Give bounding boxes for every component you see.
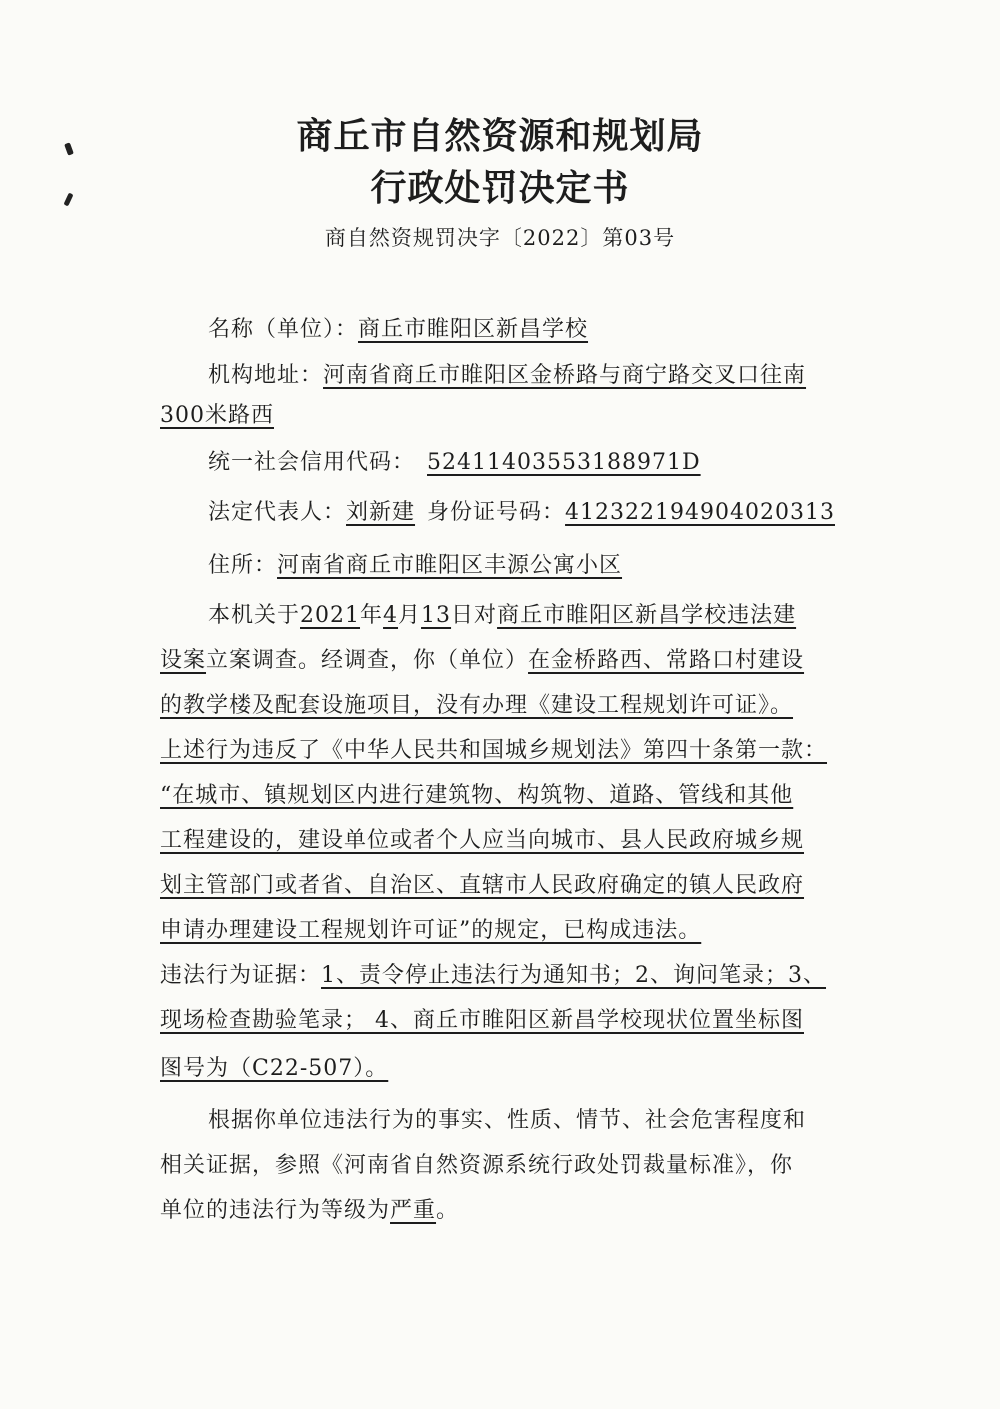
case-year: 2021 (300, 603, 361, 628)
body-line-5: “在城市、镇规划区内进行建筑物、构筑物、道路、管线和其他 (160, 783, 794, 808)
body-line-2: 设案立案调查。经调查，你（单位）在金桥路西、常路口村建设 (160, 648, 805, 673)
party-address-label: 机构地址： (208, 363, 324, 388)
credit-code-row (208, 445, 701, 476)
basis-line-2: 相关证据，参照《河南省自然资源系统行政处罚裁量标准》，你 (160, 1153, 794, 1178)
credit-code-value: 52411403553188971D (427, 450, 701, 475)
party-address-value: 河南省商丘市睢阳区金桥路与商宁路交叉口往南 (323, 363, 807, 388)
body-line-1: 本机关于2021年4月13日对商丘市睢阳区新昌学校违法建 (208, 603, 797, 628)
body-line-7: 划主管部门或者省、自治区、直辖市人民政府确定的镇人民政府 (160, 873, 805, 898)
residence-label: 住所： (208, 553, 278, 578)
representative-row (208, 495, 835, 526)
document-title-line2: 行政处罚决定书 (370, 168, 630, 209)
case-fact: 在金桥路西、常路口村建设 (528, 648, 805, 673)
document-title-line1: 商丘市自然资源和规划局 (296, 116, 704, 157)
evidence-line-1 (160, 958, 826, 989)
party-address-row-cont (160, 398, 274, 429)
evidence-line-2: 现场检查勘验笔录； 4、商丘市睢阳区新昌学校现状位置坐标图 (160, 1008, 804, 1033)
case-month: 4 (383, 603, 399, 628)
document-number: 商自然资规罚决字〔2022〕第03号 (324, 226, 676, 250)
representative-label: 法定代表人： (208, 500, 347, 525)
violation-level: 严重 (390, 1198, 437, 1223)
body-line-6: 工程建设的，建设单位或者个人应当向城市、县人民政府城乡规 (160, 828, 805, 853)
residence-row (208, 548, 622, 579)
party-address-row (208, 358, 806, 389)
evidence-label: 违法行为证据： (160, 963, 322, 988)
body-line-3: 的教学楼及配套设施项目，没有办理《建设工程规划许可证》。 (160, 693, 794, 718)
case-subject: 商丘市睢阳区新昌学校违法建 (497, 603, 797, 628)
body-line-8: 申请办理建设工程规划许可证”的规定，已构成违法。 (160, 918, 702, 943)
id-number-value: 412322194904020313 (565, 500, 835, 525)
case-day: 13 (421, 603, 452, 628)
party-address-value-cont: 300米路西 (160, 403, 274, 428)
basis-line-3: 单位的违法行为等级为严重。 (160, 1198, 460, 1223)
basis-line-1: 根据你单位违法行为的事实、性质、情节、社会危害程度和 (208, 1108, 807, 1133)
body-line-4: 上述行为违反了《中华人民共和国城乡规划法》第四十条第一款： (160, 738, 828, 763)
party-name-label: 名称（单位）： (208, 317, 359, 342)
residence-value: 河南省商丘市睢阳区丰源公寓小区 (277, 553, 623, 578)
evidence-list: 1、责令停止违法行为通知书；2、询问笔录；3、 (321, 963, 827, 988)
id-number-label: 身份证号码： (427, 500, 566, 525)
evidence-line-3: 图号为（C22-507）。 (160, 1056, 389, 1081)
party-name-value: 商丘市睢阳区新昌学校 (358, 317, 589, 342)
party-name-row (208, 312, 588, 343)
credit-code-label: 统一社会信用代码： (208, 450, 416, 475)
representative-value: 刘新建 (346, 500, 416, 525)
